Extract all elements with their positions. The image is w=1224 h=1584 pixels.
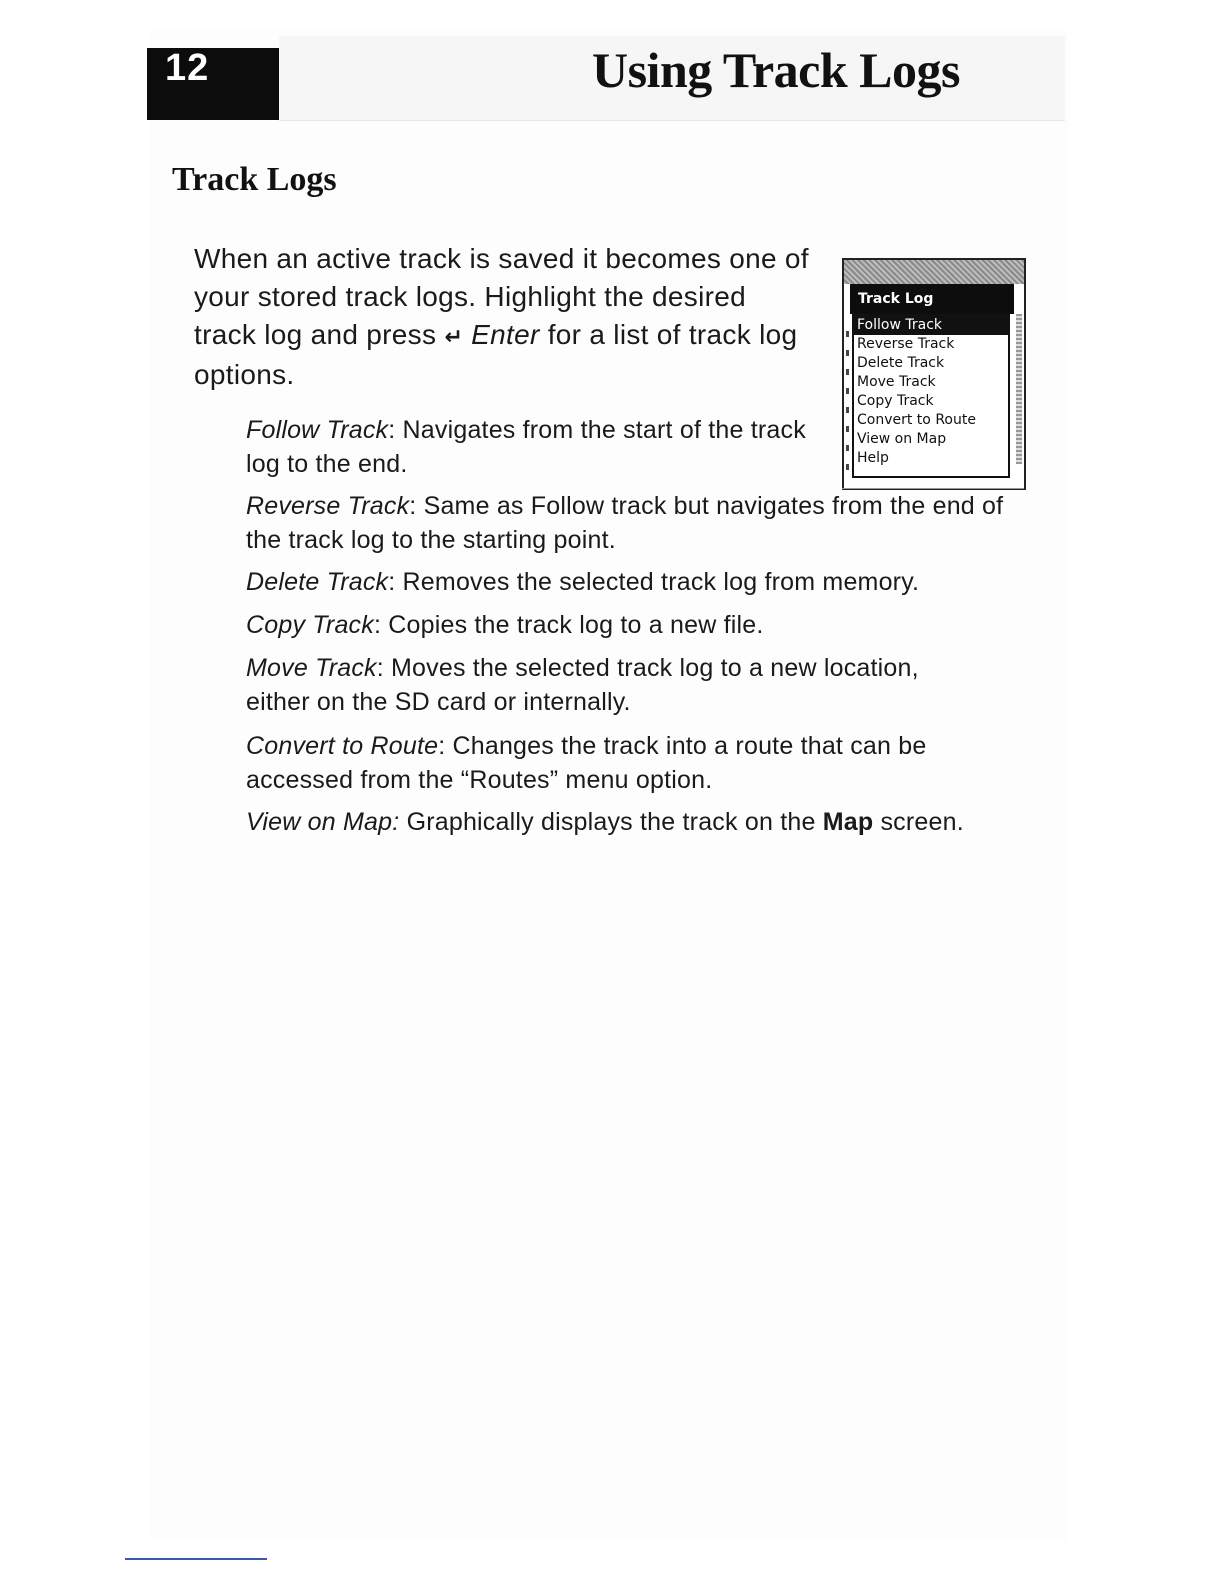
- menu-item-delete-track[interactable]: Delete Track: [857, 355, 945, 371]
- option-description-end: screen.: [873, 808, 964, 836]
- option-description: Graphically displays the track on the: [399, 808, 823, 836]
- device-status-bar: [844, 260, 1024, 284]
- intro-paragraph: [194, 240, 814, 394]
- menu-item-move-track[interactable]: Move Track: [857, 374, 936, 390]
- option-move-track: [246, 651, 986, 719]
- device-scrollbar: [1016, 314, 1022, 464]
- option-term: Delete Track: [246, 568, 389, 596]
- enter-key-icon: ↵: [444, 324, 464, 349]
- chapter-title: Using Track Logs: [591, 42, 960, 98]
- option-description: : Navigates from the start of the track log to the end.: [246, 416, 806, 478]
- option-reverse-track: [246, 489, 1006, 557]
- option-copy-track: [246, 608, 1026, 642]
- track-log-menu-screenshot: [842, 258, 1026, 490]
- option-term: Convert to Route: [246, 732, 439, 760]
- option-description: : Moves the selected track log to a new location, either on the SD card or internally.: [246, 654, 919, 716]
- menu-item-convert-to-route[interactable]: Convert to Route: [857, 412, 976, 428]
- device-menu-list: [852, 314, 1010, 478]
- device-left-edge: [846, 320, 849, 470]
- option-term: Copy Track: [246, 611, 374, 639]
- enter-label: Enter: [471, 319, 540, 350]
- option-description: : Copies the track log to a new file.: [373, 611, 764, 639]
- section-heading: Track Logs: [172, 161, 337, 198]
- chapter-number: 12: [165, 47, 210, 89]
- device-menu-title: Track Log: [850, 284, 1014, 314]
- option-convert-to-route: [246, 729, 1006, 797]
- menu-item-follow-track[interactable]: Follow Track: [854, 316, 1008, 335]
- option-view-on-map: [246, 805, 1046, 839]
- intro-text-after: for a list of track log options.: [194, 319, 798, 390]
- footer-rule: [125, 1558, 267, 1560]
- option-description: : Changes the track into a route that can be accessed from the “Routes” menu option.: [246, 732, 927, 794]
- menu-item-reverse-track[interactable]: Reverse Track: [857, 336, 955, 352]
- screenshot-underline: [842, 488, 1024, 489]
- option-delete-track: [246, 565, 1026, 599]
- intro-text-before: When an active track is saved it becomes one of your stored track logs. Highlight the desired track log and press: [194, 243, 809, 350]
- option-term: View on Map:: [246, 808, 400, 836]
- menu-item-help[interactable]: Help: [857, 450, 889, 466]
- option-description: : Same as Follow track but navigates from the end of the track log to the starting point.: [246, 492, 1004, 554]
- chapter-number-box: [147, 48, 279, 120]
- option-follow-track: [246, 413, 806, 481]
- option-term: Follow Track: [246, 416, 389, 444]
- menu-item-view-on-map[interactable]: View on Map: [857, 431, 947, 447]
- option-term: Move Track: [246, 654, 377, 682]
- map-keyword: Map: [822, 808, 874, 836]
- option-term: Reverse Track: [246, 492, 410, 520]
- option-description: : Removes the selected track log from memory.: [388, 568, 920, 596]
- menu-item-copy-track[interactable]: Copy Track: [857, 393, 934, 409]
